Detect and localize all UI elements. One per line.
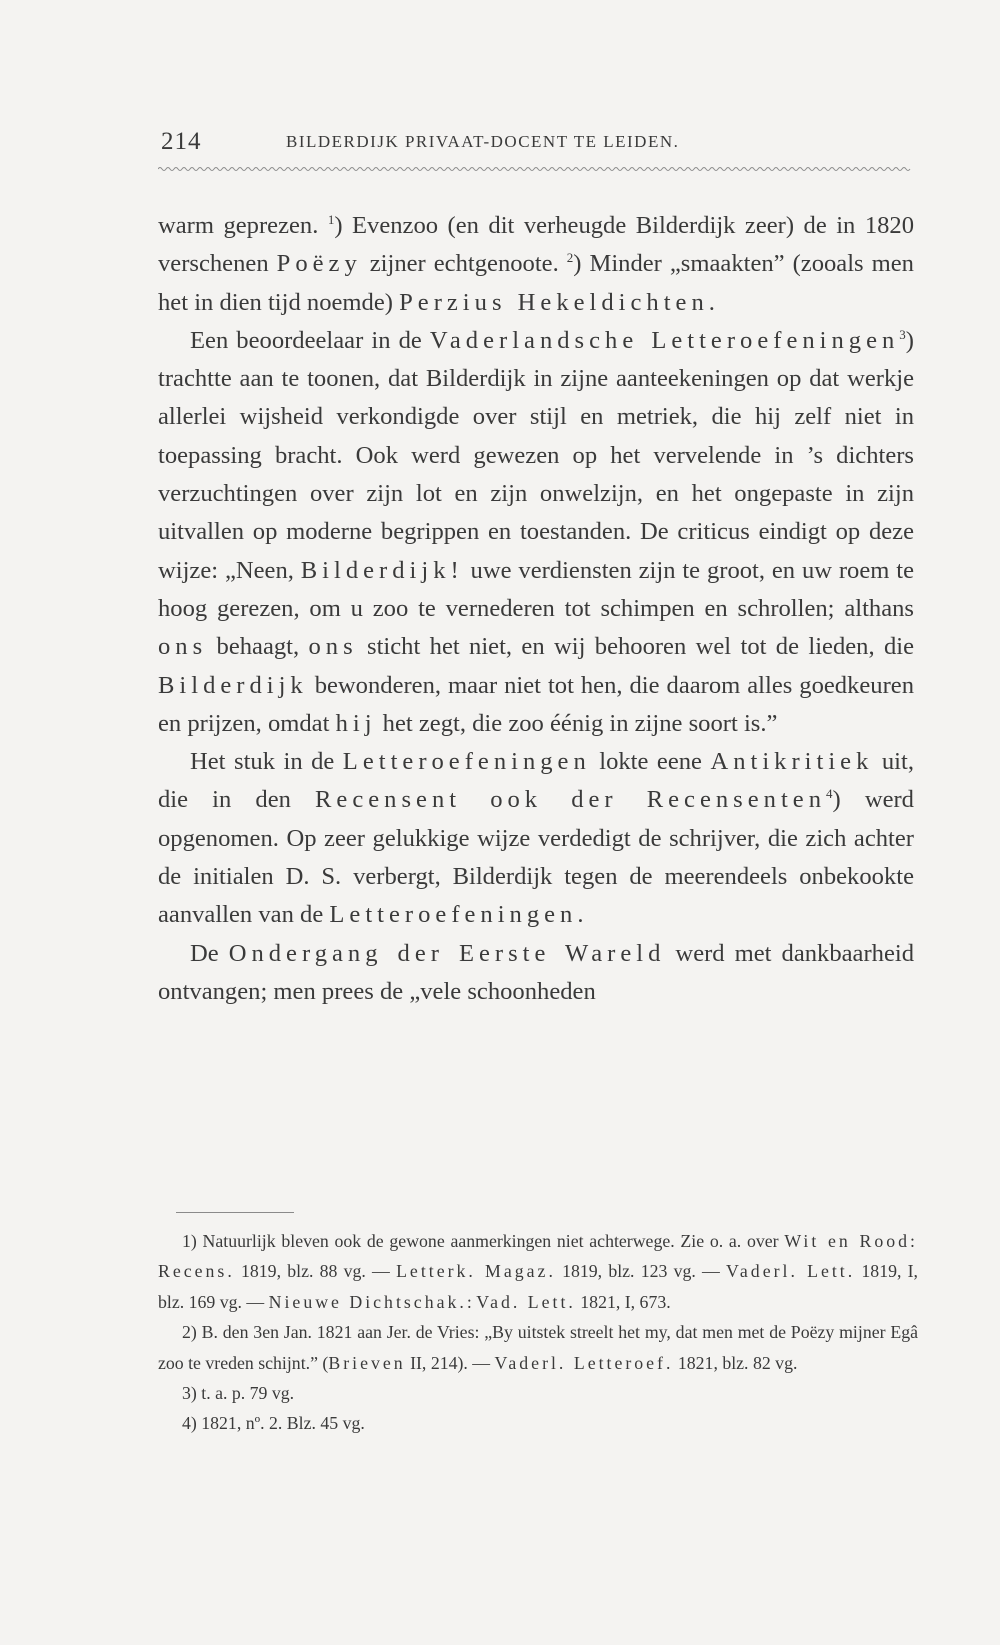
footnote-ref-4: 4	[826, 786, 833, 802]
footnote-ref-1: 1	[327, 211, 335, 227]
spaced-title: Poëzy	[276, 250, 362, 278]
spaced-title: Antikritiek	[710, 748, 874, 776]
spaced-title: Perzius Hekeldichten.	[399, 288, 720, 316]
footnote-2: 2) B. den 3en Jan. 1821 aan Jer. de Vries: „By uitstek streelt het my, dat men met de Poëzy mijner Egâ zoo te vreden schijnt.” (Brieven II, 214). — Vaderl. Letteroef. 1821, blz. 82 vg.	[158, 1322, 918, 1373]
footnote-3: 3) t. a. p. 79 vg.	[182, 1383, 295, 1404]
footnote-4: 4) 1821, nº. 2. Blz. 45 vg.	[182, 1413, 365, 1434]
spaced-name: Bilderdijk!	[300, 556, 464, 584]
spaced-title: Letteroefeningen	[329, 901, 578, 929]
spaced-word: ons	[158, 633, 208, 661]
spaced-word: ons	[308, 633, 358, 661]
paragraph-2: Een beoordeelaar in de Vaderlandsche Letteroefeningen$^3$) trachtte aan te toonen, dat Bilderdijk in zijne aanteekeningen op dat werkje allerlei wijsheid verkondigde over stijl en metriek, die hij zelf niet in toepassing bracht. Ook werd gewezen op het vervelende in ’s dichters verzuchtingen over zijn lot en zijn onwelzijn, en het ongepaste in zijn uitvallen op moderne begrippen en toestanden. De criticus eindigt op deze wijze: „Neen, Bilderdijk! uwe verdiensten zijn te groot, en uw roem te hoog gerezen, om u zoo te vernederen tot schimpen en schrollen; althans ons behaagt, ons sticht het niet, en wij behooren wel tot de lieden, die Bilderdijk bewonderen, maar niet tot hen, die daarom alles goedkeuren en prijzen, omdat hij het zegt, die zoo éénig in zijne soort is.”	[158, 326, 914, 737]
running-head: BILDERDIJK PRIVAAT-DOCENT TE LEIDEN.	[286, 132, 680, 151]
spaced-title: Recensent ook der Recensenten	[315, 786, 827, 814]
footnote-separator	[176, 1212, 294, 1213]
footnote-ref-2: 2	[566, 250, 574, 266]
page-number: 214	[161, 128, 202, 155]
footnote-ref-3: 3	[899, 326, 906, 342]
footnotes	[158, 1226, 918, 1439]
body-text	[158, 207, 914, 1011]
spaced-name: Bilderdijk	[158, 671, 308, 699]
spaced-word: hij	[335, 709, 377, 737]
spaced-title: Ondergang der Eerste Wareld	[228, 939, 666, 967]
spaced-title: Letteroefeningen	[342, 748, 591, 776]
page-header	[158, 128, 908, 168]
paragraph-3: Het stuk in de Letteroefeningen lokte eene Antikritiek uit, die in den Recensent ook der Recensenten$^4$) werd opgenomen. Op zeer gelukkige wijze verdedigt de schrijver, die zich achter de initialen D. S. verbergt, Bilderdijk tegen de meerendeels onbekookte aanvallen van de Letteroefeningen.	[158, 748, 914, 929]
footnote-1: 1) Natuurlijk bleven ook de gewone aanmerkingen niet achterwege. Zie o. a. over Wit en Rood: Recens. 1819, blz. 88 vg. — Letterk. Magaz. 1819, blz. 123 vg. — Vaderl. Lett. 1819, I, blz. 169 vg. — Nieuwe Dichtschak.: Vad. Lett. 1821, I, 673.	[158, 1231, 919, 1312]
paragraph-1: warm geprezen. $^1$) Evenzoo (en dit verheugde Bilderdijk zeer) de in 1820 verschenen Poëzy zijner echtgenoote. $^2$) Minder „smaakten” (zooals men het in dien tijd noemde) Perzius Hekeldichten.	[158, 211, 915, 316]
header-ornamental-rule	[158, 166, 912, 172]
spaced-title: Vaderlandsche Letteroefeningen	[429, 326, 900, 354]
paragraph-4: De Ondergang der Eerste Wareld werd met dankbaarheid ontvangen; men prees de „vele schoonheden	[158, 939, 914, 1005]
